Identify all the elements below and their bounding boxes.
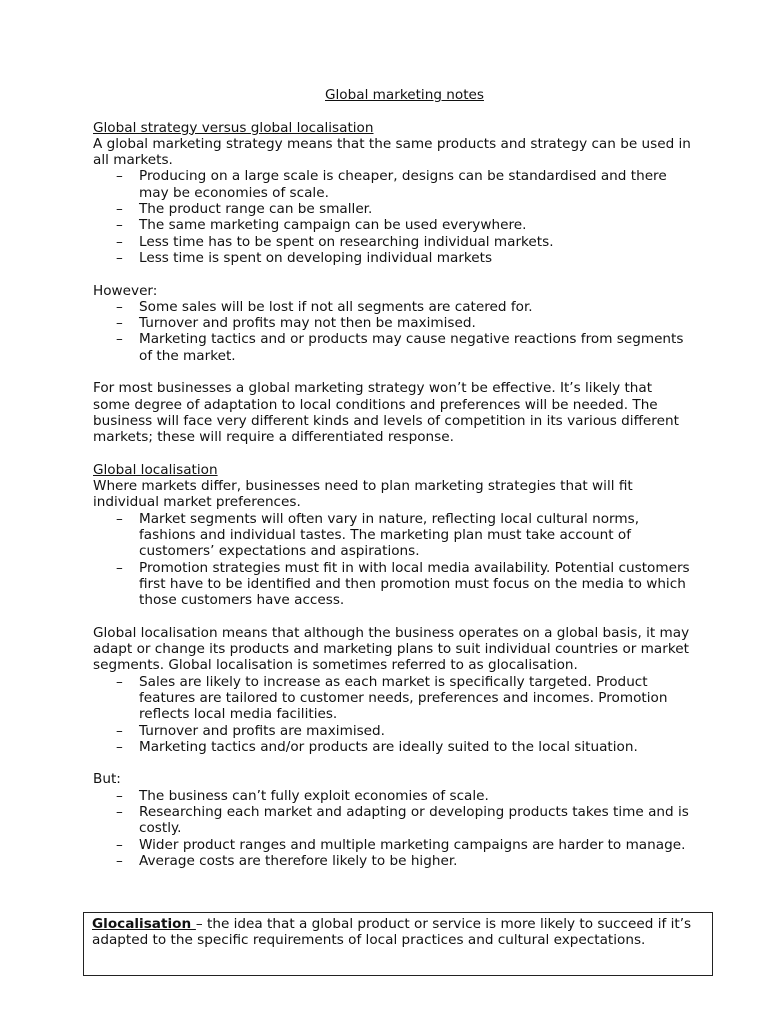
list-item: – The same marketing campaign can be used everywhere. — [93, 217, 693, 233]
list-item: – Wider product ranges and multiple marketing campaigns are harder to manage. — [93, 837, 693, 853]
list-item: – Marketing tactics and or products may cause negative reactions from segments of the market. — [93, 331, 693, 364]
list-item: – Marketing tactics and/or products are ideally suited to the local situation. — [93, 739, 693, 755]
paragraph: A global marketing strategy means that the same products and strategy can be used in all markets. — [93, 135, 691, 169]
list-item: – The product range can be smaller. — [93, 201, 693, 217]
paragraph: For most businesses a global marketing strategy won’t be effective. It’s likely that some degree of adaptation to local conditions and preferences will be needed. The business will face very different kinds and levels of competition in its various different markets; these will require a differentiated response. — [93, 380, 679, 446]
list-item: – Promotion strategies must fit in with local media availability. Potential customers first have to be identified and then promotion must focus on the media to which those customers have access. — [93, 560, 693, 609]
list-item: – Less time has to be spent on researching individual markets. — [93, 234, 693, 250]
document-body — [93, 87, 693, 869]
list-item: – Sales are likely to increase as each market is specifically targeted. Product features are tailored to customer needs, preferences and incomes. Promotion reflects local media facilities. — [93, 674, 693, 723]
bullet-list — [93, 168, 693, 266]
list-item: – Market segments will often vary in nature, reflecting local cultural norms, fashions and individual tastes. The marketing plan must take account of customers’ expectations and aspirations. — [93, 511, 693, 560]
definition-term: Glocalisation — [92, 916, 196, 932]
list-item: – Less time is spent on developing individual markets — [93, 250, 693, 266]
definition-text: – the idea that a global product or service is more likely to succeed if it’s adapted to the specific requirements of local practices and cultural expectations. — [92, 916, 692, 949]
paragraph-lead: But: — [93, 771, 121, 788]
bullet-list — [93, 674, 693, 755]
bullet-list — [93, 788, 693, 869]
list-item: – The business can’t fully exploit economies of scale. — [93, 788, 693, 804]
list-item: – Some sales will be lost if not all segments are catered for. — [93, 299, 693, 315]
section-heading-global-strategy: Global strategy versus global localisation — [93, 119, 374, 136]
list-item: – Turnover and profits may not then be maximised. — [93, 315, 693, 331]
list-item: – Researching each market and adapting or developing products takes time and is costly. — [93, 804, 693, 837]
list-item: – Turnover and profits are maximised. — [93, 723, 693, 739]
paragraph: Where markets differ, businesses need to plan marketing strategies that will fit individual market preferences. — [93, 478, 633, 511]
bullet-list — [93, 511, 693, 609]
paragraph-lead: However: — [93, 282, 158, 299]
bullet-list — [93, 299, 693, 364]
paragraph: Global localisation means that although the business operates on a global basis, it may adapt or change its products and marketing plans to suit individual countries or market segments. Global localisation is sometimes referred to as glocalisation. — [93, 624, 690, 674]
section-heading-global-localisation: Global localisation — [93, 461, 218, 478]
list-item: – Average costs are therefore likely to be higher. — [93, 853, 693, 869]
document-title: Global marketing notes — [325, 87, 484, 103]
list-item: – Producing on a large scale is cheaper, designs can be standardised and there may be economies of scale. — [93, 168, 693, 201]
definition-box — [83, 912, 713, 976]
